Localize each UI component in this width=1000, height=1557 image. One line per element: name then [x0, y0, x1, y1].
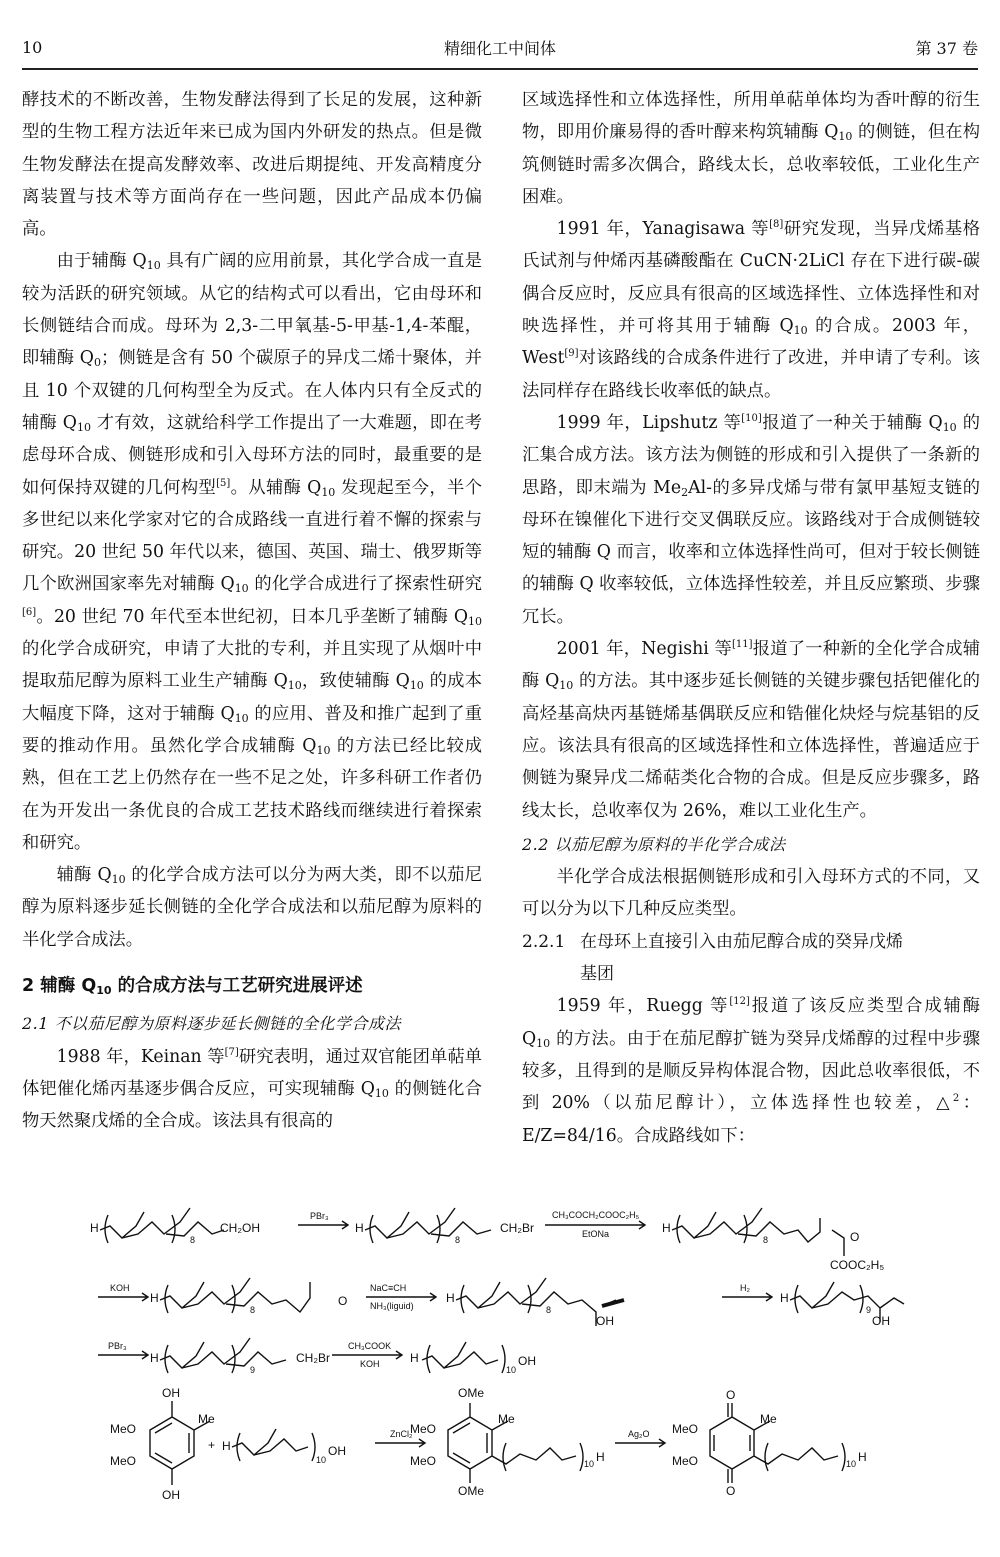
label-o: O — [338, 1294, 348, 1308]
reagent-zncl2: ZnCl₂ — [390, 1429, 413, 1439]
label-h: H — [446, 1291, 455, 1305]
chain-solanesol — [100, 1208, 224, 1238]
reagent-ag2o: Ag₂O — [628, 1429, 650, 1439]
label-ome: OMe — [458, 1484, 485, 1498]
chain-ketoester — [672, 1208, 844, 1256]
arrow-7 — [332, 1351, 402, 1359]
label-n: 10 — [584, 1459, 595, 1469]
section-heading-2-1: 2.1 不以茄尼醇为原料逐步延长侧链的全化学合成法 — [22, 1014, 402, 1034]
label-h: H — [150, 1291, 159, 1305]
arrow-2 — [545, 1221, 645, 1229]
arrow-5 — [722, 1293, 772, 1301]
left-paragraph-2: 由于辅酶 $Q_{10}$ 具有广阔的应用前景，其化学合成一直是较为活跃的研究领域。从它的结构式可以看出，它由母环和长侧链结合而成。母环为 2,3-二甲氧基-5-甲基-1,4-苯醌，即辅酶 $Q_0$；侧链是含有 50 个碳原子的异戊二烯十聚体，并且 10 个双键的几何构型全为反式。在人体内只有全反式的辅酶 $Q_{10}$ 才有效，这就给科学工作提出了一大难题，即在考虑母环合成、侧链形成和引入母环方法的同时，最重要的是如何保持双键的几何构型[5]。从辅酶 $Q_{10}$ 发现起至今，半个多世纪以来化学家对它的合成路线一直进行着不懈的探索与研究。20 世纪 50 年代以来，德国、英国、瑞士、俄罗斯等几个欧洲国家率先对辅酶 $Q_{10}$ 的化学合成进行了探索性研究[6]。20 世纪 70 年代至本世纪初，日本几乎垄断了辅酶 $Q_{10}$ 的化学合成研究，申请了大批的专利，并且实现了从烟叶中提取茄尼醇为原料工业生产辅酶 $Q_{10}$，致使辅酶 $Q_{10}$ 的成本大幅度下降，这对于辅酶 $Q_{10}$ 的应用、普及和推广起到了重要的推动作用。虽然化学合成辅酶 $Q_{10}$ 的方法已经比较成熟，但在工艺上仍然存在一些不足之处，许多科研工作者仍在为开发出一条优良的合成工艺技术路线而继续进行着探索和研究。 — [22, 251, 482, 853]
label-oh: OH — [162, 1386, 180, 1400]
right-paragraph-5: 半化学合成法根据侧链形成和引入母环方式的不同，又可以分为以下几种反应类型。 — [522, 867, 980, 920]
arrow-9 — [615, 1439, 665, 1447]
section-heading-2-2: 2.2 以茄尼醇为原料的半化学合成法 — [522, 834, 786, 854]
label-meo: MeO — [410, 1454, 437, 1468]
label-h: H — [355, 1221, 364, 1235]
label-o: O — [726, 1484, 736, 1498]
label-n: 9 — [250, 1365, 256, 1375]
label-h: H — [780, 1291, 789, 1305]
label-oh: OH — [872, 1314, 890, 1328]
label-h: H — [222, 1439, 231, 1453]
label-oh: OH — [518, 1354, 536, 1368]
reagent-koh: KOH — [110, 1283, 130, 1293]
label-oh: OH — [162, 1488, 180, 1502]
header-rule — [22, 68, 978, 70]
page-number: 10 — [22, 37, 43, 57]
left-paragraph-4: 1988 年，Keinan 等[7]研究表明，通过双官能团单萜单体钯催化烯丙基逐步偶合反应，可实现辅酶 $Q_{10}$ 的侧链化合物天然聚戊烯的全合成。该法具有很高的 — [22, 1046, 482, 1132]
label-n: 10 — [506, 1365, 517, 1375]
label-oh: OH — [596, 1314, 614, 1328]
arrow-8 — [375, 1439, 425, 1447]
arrow-3 — [98, 1293, 148, 1301]
reagent-h2: H₂ — [740, 1283, 750, 1293]
label-n: 8 — [455, 1235, 461, 1245]
arrow-6 — [98, 1351, 148, 1359]
section-heading-2: 2 辅酶 $Q_{10}$ 的合成方法与工艺研究进展评述 — [22, 976, 363, 998]
reagent-ch3cook: CH₃COOK — [348, 1341, 392, 1351]
reagent-nacch: NaC≡CH — [370, 1283, 407, 1293]
label-h: H — [150, 1351, 159, 1365]
right-paragraph-6: 1959 年，Ruegg 等[12]报道了该反应类型合成辅酶 $Q_{10}$ 的方法。由于在茄尼醇扩链为癸异戊烯醇的过程中步骤较多，且得到的是顺反异构体混合物，因此总收率很低，不到 20%（以茄尼醇计），立体选择性也较差，△$^2$：E/Z=84/16。合成路线如下： — [522, 996, 980, 1146]
label-n: 8 — [763, 1235, 769, 1245]
reagent-pbr3: PBr₃ — [108, 1341, 127, 1351]
label-me: Me — [498, 1412, 515, 1426]
section-heading-2-2-1: 2.2.1 在母环上直接引入由茄尼醇合成的癸异戊烯 基团 — [522, 931, 903, 985]
label-ch2br: CH₂Br — [296, 1351, 330, 1365]
label-meo: MeO — [672, 1422, 699, 1436]
reagent-nh3: NH₃(liguid) — [370, 1301, 414, 1311]
label-n: 8 — [250, 1305, 256, 1315]
chain-decaprenol — [422, 1342, 498, 1368]
right-paragraph-4: 2001 年，Negishi 等[11]报道了一种新的全化学合成辅酶 $Q_{10}$ 的方法。其中逐步延长侧链的关键步骤包括钯催化的高烃基高炔丙基链烯基偶联反应和锆催化炔烃与烷基铝的反应。该法具有很高的区域选择性和立体选择性，普遍适应于侧链为聚异戊二烯萜类化合物的合成。但是反应步骤多，路线太长，总收率仅为 26%，难以工业化生产。 — [522, 639, 980, 821]
label-o: O — [850, 1230, 860, 1244]
left-paragraph-1: 酵技术的不断改善，生物发酵法得到了长足的发展，这种新型的生物工程方法近年来已成为国内外研发的热点。但是微生物发酵法在提高发酵效率、改进后期提纯、开发高精度分离装置与技术等方面尚存在一些问题，因此产品成本仍偏高。 — [22, 90, 482, 240]
label-me: Me — [198, 1412, 215, 1426]
label-h: H — [410, 1351, 419, 1365]
label-meo: MeO — [672, 1454, 699, 1468]
label-h: H — [596, 1450, 605, 1464]
volume-label: 第 37 卷 — [915, 38, 978, 58]
label-cooet: COOC₂H₅ — [830, 1258, 885, 1272]
label-h: H — [662, 1221, 671, 1235]
journal-title: 精细化工中间体 — [443, 38, 556, 58]
label-n: 9 — [866, 1305, 872, 1315]
label-ome: OMe — [458, 1386, 485, 1400]
label-n: 8 — [190, 1235, 196, 1245]
label-meo: MeO — [110, 1454, 137, 1468]
label-h: H — [858, 1450, 867, 1464]
label-meo: MeO — [110, 1422, 137, 1436]
reagent-etona: EtONa — [582, 1229, 610, 1239]
synthesis-scheme — [60, 1185, 960, 1515]
chain-bromide — [365, 1208, 491, 1238]
label-me: Me — [760, 1412, 777, 1426]
label-meo: MeO — [410, 1422, 437, 1436]
label-o: O — [726, 1388, 736, 1402]
right-paragraph-3: 1999 年，Lipshutz 等[10]报道了一种关于辅酶 $Q_{10}$ 的汇集合成方法。该方法为侧链的形成和引入提供了一条新的思路，即末端为 $Me_2Al-$的多异戊烯与带有氯甲基短支链的母环在镍催化下进行交叉偶联反应。该路线对于合成侧链较短的辅酶 Q 而言，收率和立体选择性尚可，但对于较长侧链的辅酶 Q 收率较低，立体选择性较差，并且反应繁琐、步骤冗长。 — [522, 412, 980, 627]
left-paragraph-3: 辅酶 $Q_{10}$ 的化学合成方法可以分为两大类，即不以茄尼醇为原料逐步延长侧链的全化学合成法和以茄尼醇为原料的半化学合成法。 — [22, 865, 482, 950]
chain-decaprenol-2 — [232, 1429, 308, 1455]
arrow-1 — [298, 1221, 348, 1229]
label-h: H — [90, 1221, 99, 1235]
reagent-koh: KOH — [360, 1359, 380, 1369]
reagent-acac: CH₃COCH₂COOC₂H₅ — [552, 1210, 640, 1220]
chain-alkynol — [456, 1278, 616, 1326]
label-n: 10 — [316, 1455, 327, 1465]
right-paragraph-2: 1991 年，Yanagisawa 等[8]研究发现，当异戊烯基格氏试剂与仲烯丙基磷酸酯在 CuCN·2LiCl 存在下进行碳-碳偶合反应时，反应具有很高的区域选择性、立体选择性和对映选择性，并可将其用于辅酶 $Q_{10}$ 的合成。2003 年，West[9]对该路线的合成条件进行了改进，并申请了专利。该法同样存在路线长收率低的缺点。 — [522, 219, 980, 401]
label-n: 8 — [546, 1305, 552, 1315]
label-plus: + — [208, 1438, 216, 1452]
page-header — [22, 30, 978, 64]
right-paragraph-1: 区域选择性和立体选择性，所用单萜单体均为香叶醇的衍生物，即用价廉易得的香叶醇来构筑辅酶 $Q_{10}$ 的侧链，但在构筑侧链时需多次偶合，路线太长，总收率较低，工业化生产困难。 — [522, 90, 980, 207]
right-column — [522, 84, 980, 1152]
left-column — [22, 84, 482, 1138]
label-n: 10 — [846, 1459, 857, 1469]
arrow-4 — [366, 1293, 436, 1301]
label-ch2br: CH₂Br — [500, 1221, 534, 1235]
label-ch2oh: CH₂OH — [220, 1221, 260, 1235]
label-oh: OH — [328, 1444, 346, 1458]
chain-C50-bromide — [160, 1338, 286, 1368]
reagent-pbr3: PBr₃ — [310, 1211, 329, 1221]
